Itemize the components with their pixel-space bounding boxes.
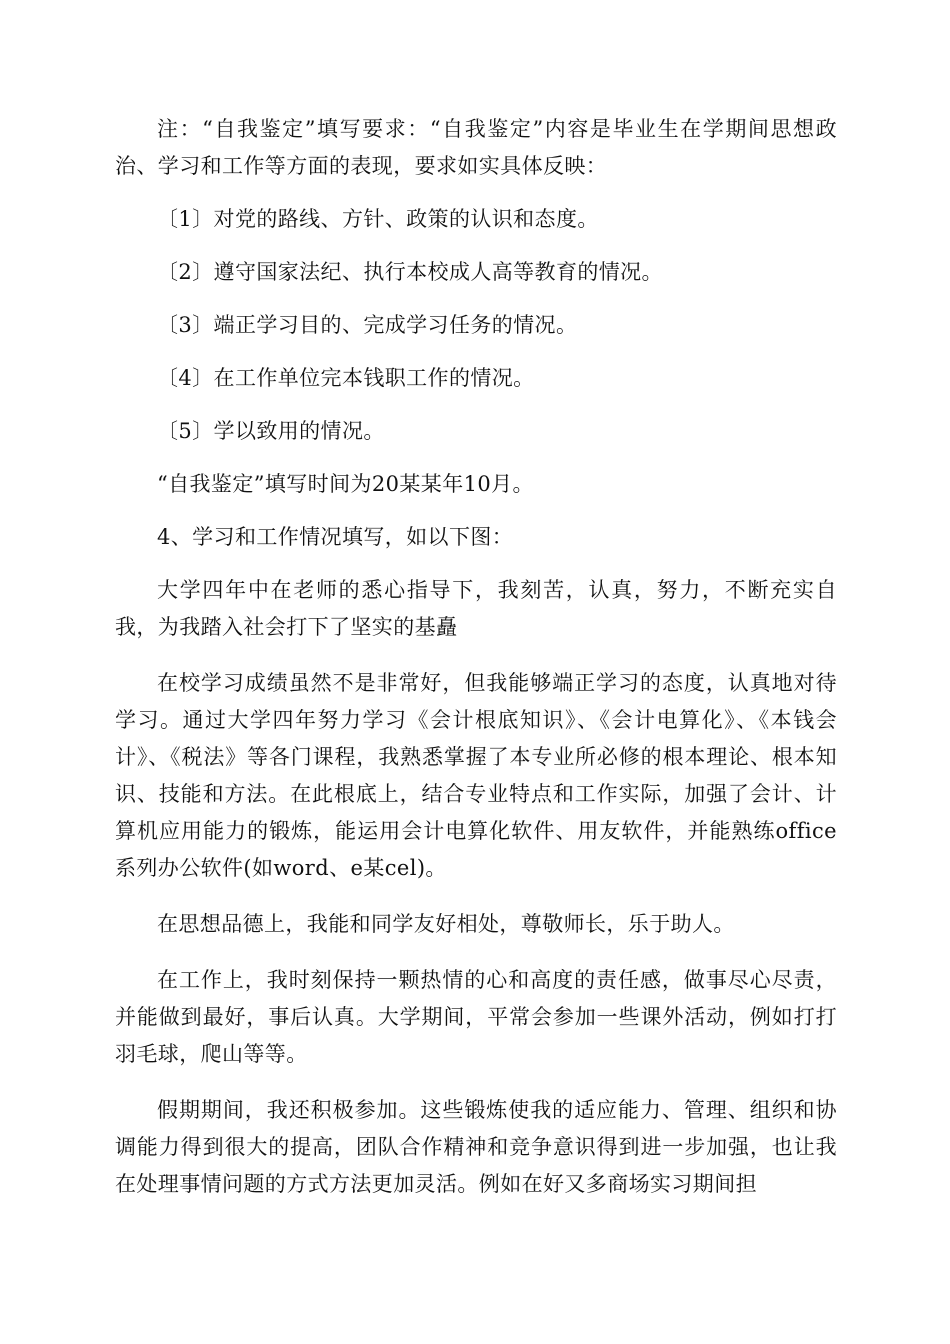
requirement-item-1: 〔1〕对党的路线、方针、政策的认识和态度。 bbox=[157, 207, 599, 231]
document-body bbox=[115, 111, 837, 1203]
requirement-item-3: 〔3〕端正学习目的、完成学习任务的情况。 bbox=[157, 313, 578, 337]
section-heading: 4、学习和工作情况填写，如以下图： bbox=[157, 525, 514, 549]
requirement-item-2: 〔2〕遵守国家法纪、执行本校成人高等教育的情况。 bbox=[157, 260, 663, 284]
note-paragraph: 注：“自我鉴定”填写要求：“自我鉴定”内容是毕业生在学期间思想政治、学习和工作等方面的表现，要求如实具体反映： bbox=[115, 117, 837, 178]
fill-time-note: “自我鉴定”填写时间为20某某年10月。 bbox=[157, 472, 534, 496]
body-paragraph-study: 在校学习成绩虽然不是非常好，但我能够端正学习的态度，认真地对待学习。通过大学四年努力学习《会计根底知识》、《会计电算化》、《本钱会计》、《税法》等各门课程，我熟悉掌握了本专业所必修的根本理论、根本知识、技能和方法。在此根底上，结合专业特点和工作实际，加强了会计、计算机应用能力的锻炼，能运用会计电算化软件、用友软件，并能熟练office系列办公软件(如word、e某cel)。 bbox=[115, 671, 837, 880]
body-paragraph-work: 在工作上，我时刻保持一颗热情的心和高度的责任感，做事尽心尽责，并能做到最好，事后认真。大学期间，平常会参加一些课外活动，例如打打羽毛球，爬山等等。 bbox=[115, 968, 837, 1066]
requirement-item-4: 〔4〕在工作单位完本钱职工作的情况。 bbox=[157, 366, 535, 390]
body-paragraph-intro: 大学四年中在老师的悉心指导下，我刻苦，认真，努力，不断充实自我，为我踏入社会打下了坚实的基矗 bbox=[115, 578, 837, 639]
requirement-item-5: 〔5〕学以致用的情况。 bbox=[157, 419, 385, 443]
body-paragraph-morals: 在思想品德上，我能和同学友好相处，尊敬师长，乐于助人。 bbox=[157, 912, 735, 936]
body-paragraph-vacation: 假期期间，我还积极参加。这些锻炼使我的适应能力、管理、组织和协调能力得到很大的提高，团队合作精神和竞争意识得到进一步加强，也让我在处理事情问题的方式方法更加灵活。例如在好又多商场实习期间担 bbox=[115, 1098, 837, 1196]
